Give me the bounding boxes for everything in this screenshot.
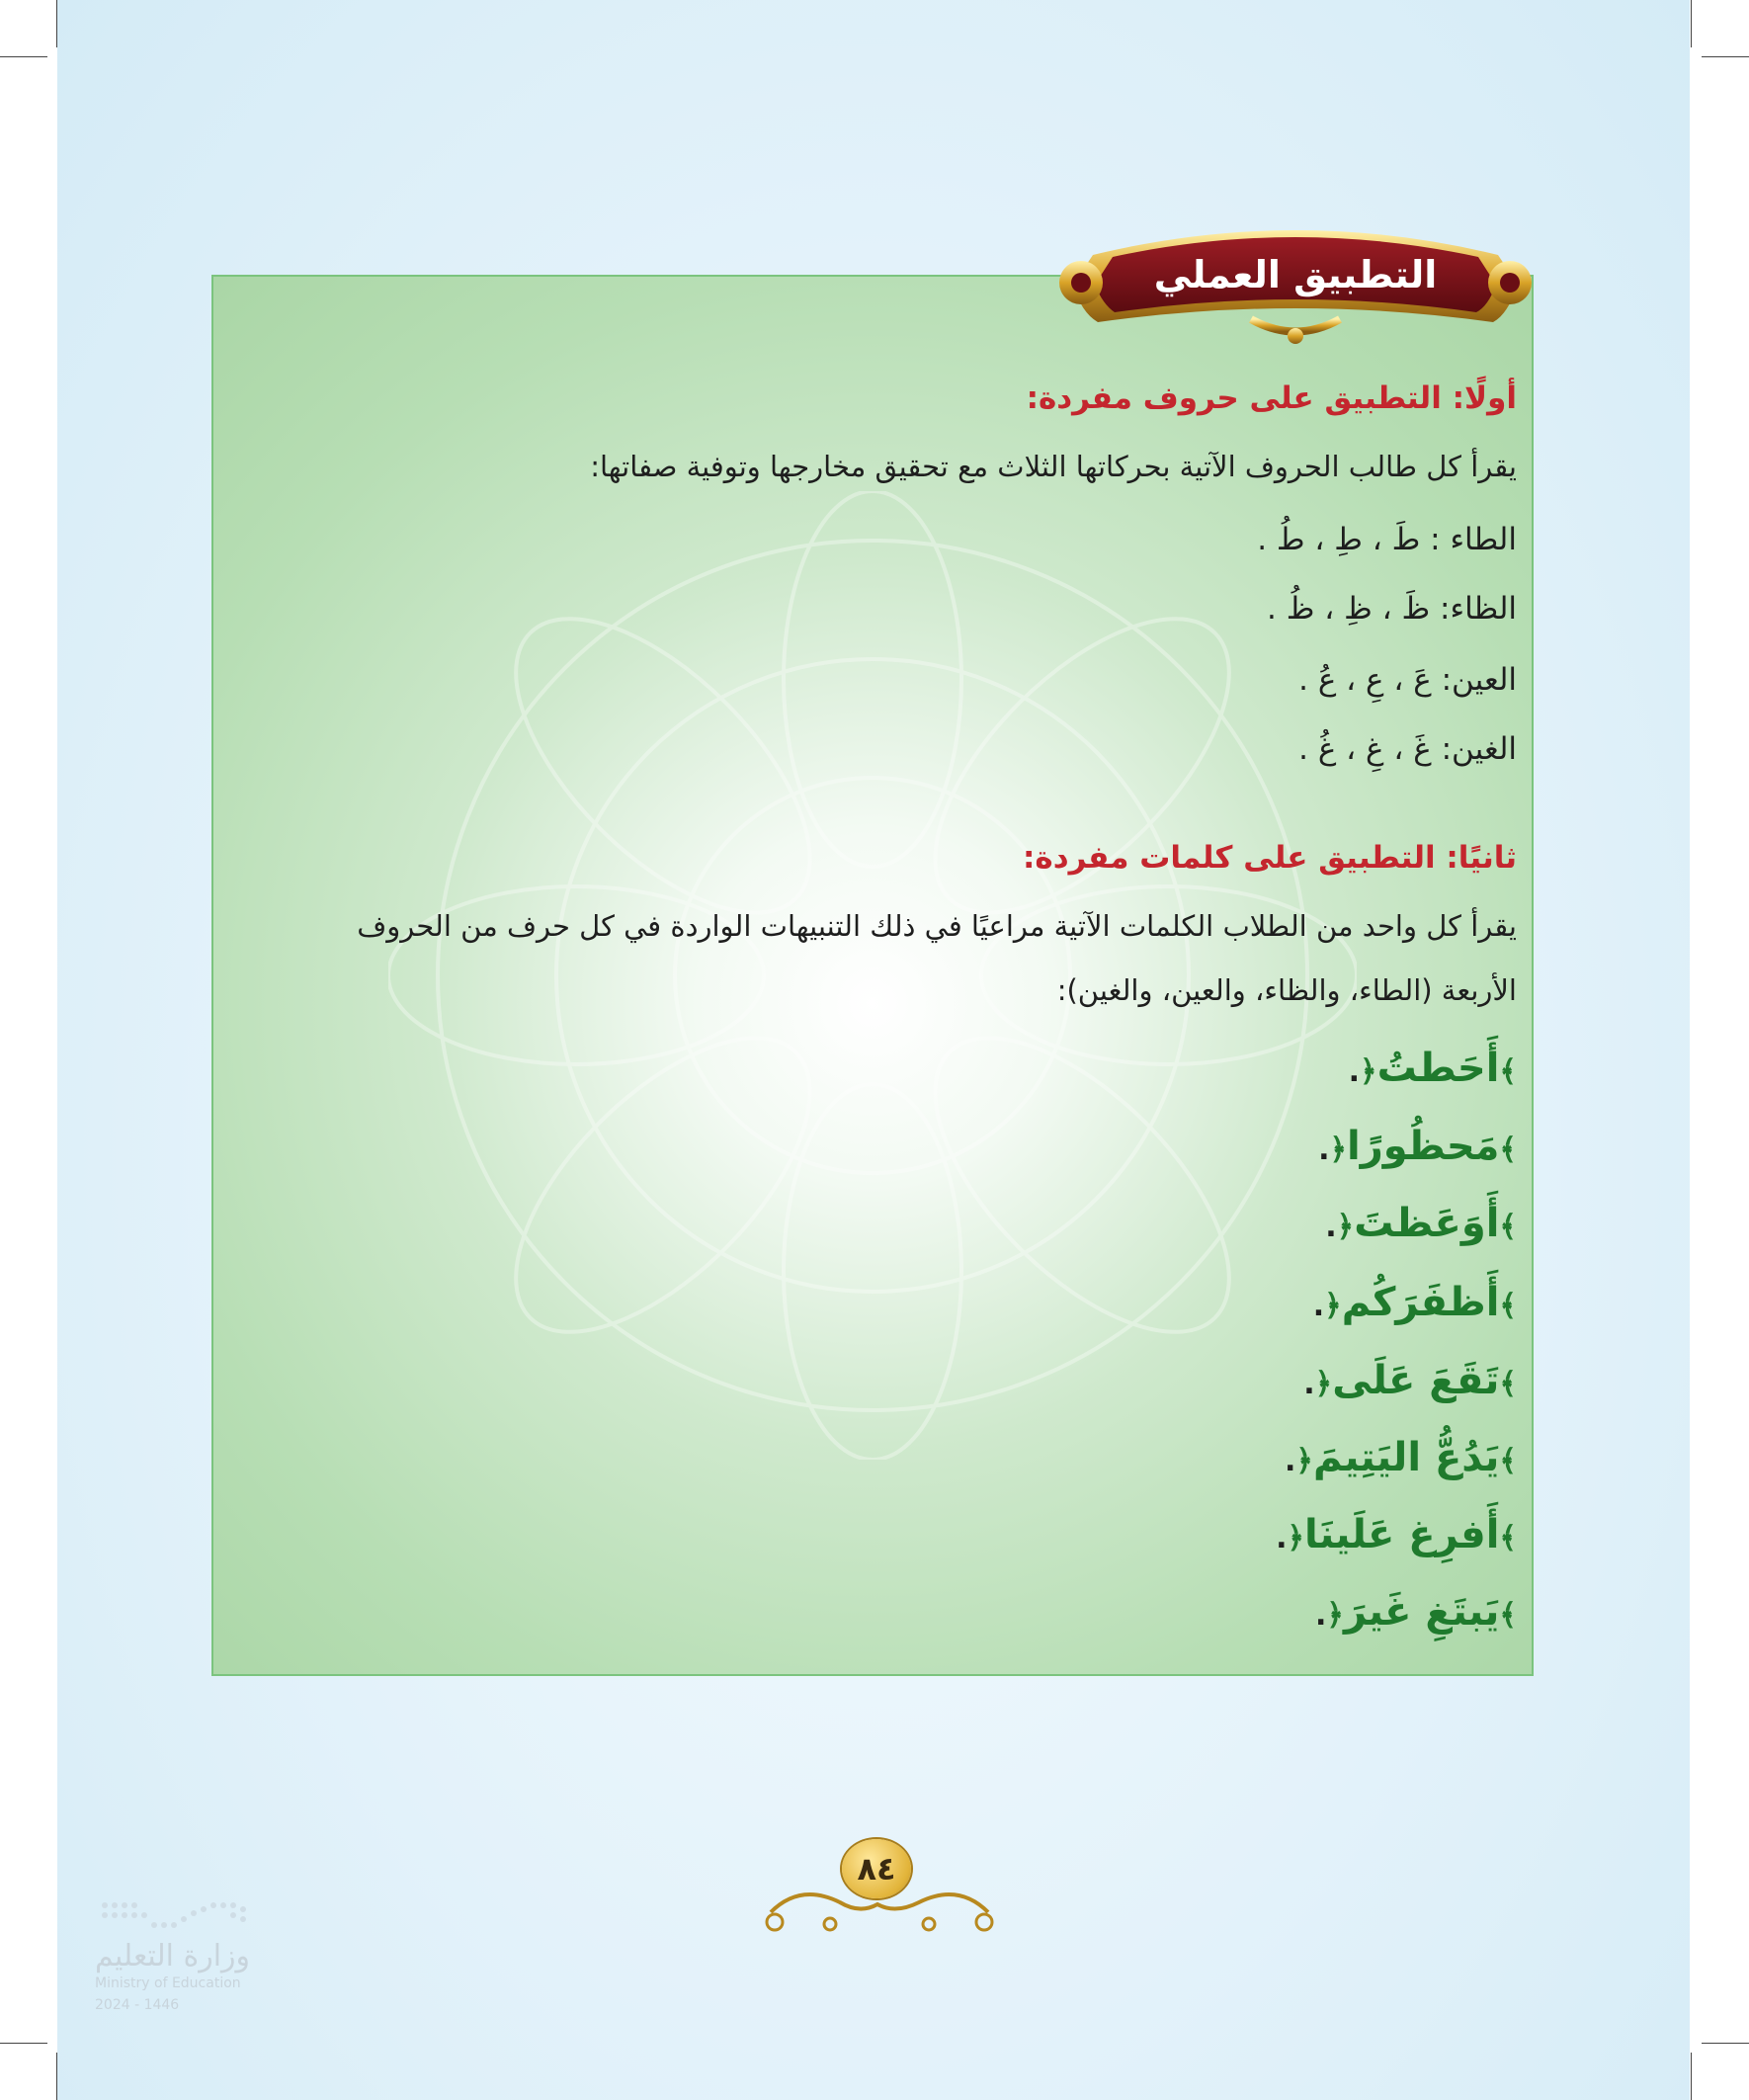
letter-line-zaa: الظاء: ظَ ، ظِ ، ظُ . — [1267, 591, 1517, 627]
quran-word: ﴾تَقَعَ عَلَى﴿. — [1303, 1358, 1517, 1403]
quran-word: ﴾أَوَعَظتَ﴿. — [1325, 1201, 1517, 1246]
edition-year: 2024 - 1446 — [95, 1997, 180, 2013]
section1-instruction: يقرأ كل طالب الحروف الآتية بحركاتها الثلاث مع تحقيق مخارجها وتوفية صفاتها: — [590, 450, 1517, 483]
crop-mark — [1702, 2043, 1749, 2044]
quran-word: ﴾أَفرِغ عَلَينَا﴿. — [1276, 1512, 1517, 1557]
banner-title: التطبيق العملي — [1153, 253, 1438, 296]
section2-heading: ثانيًا: التطبيق على كلمات مفردة: — [1023, 840, 1517, 876]
crop-mark — [0, 56, 47, 57]
crop-mark — [1691, 2053, 1692, 2100]
letter-line-taa: الطاء : طَ ، طِ ، طُ . — [1257, 522, 1517, 557]
quran-word: ﴾يَدُعُّ اليَتِيمَ﴿. — [1284, 1435, 1517, 1480]
letter-line-ghayn: الغين: غَ ، غِ ، غُ . — [1298, 731, 1517, 767]
ministry-name-ar: وزارة التعليم — [95, 1939, 251, 1974]
section1-heading: أولًا: التطبيق على حروف مفردة: — [1026, 380, 1517, 416]
quran-word: ﴾أَظفَرَكُم﴿. — [1312, 1280, 1517, 1325]
ministry-dots-icon — [95, 1895, 263, 1935]
section2-instruction-line1: يقرأ كل واحد من الطلاب الكلمات الآتية مراعيًا في ذلك التنبيهات الواردة في كل حرف من الحروف — [357, 909, 1517, 943]
section2-instruction-line2: الأربعة (الطاء، والظاء، والعين، والغين): — [1056, 973, 1517, 1007]
crop-mark — [0, 2043, 47, 2044]
crop-mark — [56, 0, 57, 47]
ministry-logo — [95, 1895, 332, 2013]
page-number: ٨٤ — [842, 1839, 911, 1898]
crop-mark — [1702, 56, 1749, 57]
quran-word: ﴾يَبتَغِ غَيرَ﴿. — [1314, 1589, 1517, 1635]
crop-mark — [1691, 0, 1692, 47]
quran-word: ﴾مَحظُورًا﴿. — [1318, 1124, 1517, 1169]
letter-line-ayn: العين: عَ ، عِ ، عُ . — [1298, 662, 1517, 698]
crop-mark — [56, 2053, 57, 2100]
quran-word: ﴾أَحَطتُ﴿. — [1348, 1046, 1517, 1091]
section-banner — [1053, 196, 1538, 354]
ministry-name-en: Ministry of Education — [95, 1975, 241, 1991]
page-number-ornament — [761, 1833, 998, 1942]
